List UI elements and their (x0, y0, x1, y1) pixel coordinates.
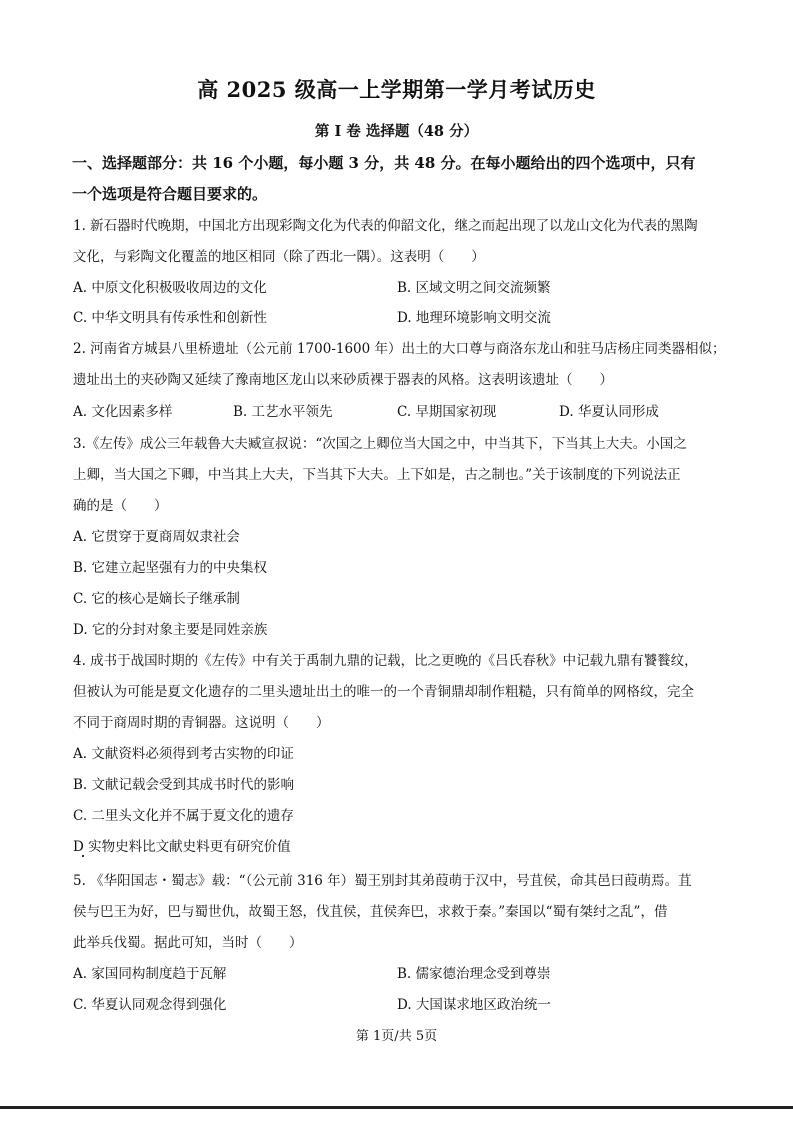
option-c[interactable]: C. 二里头文化并不属于夏文化的遗存 (73, 808, 294, 824)
question-text: 2. 河南省方城县八里桥遗址（公元前 1700-1600 年）出土的大口尊与商洛东龙山和驻马店杨庄同类器相似； (73, 341, 726, 357)
question-text: 确的是（ ） (73, 498, 168, 514)
question-text: 文化，与彩陶文化覆盖的地区相同（除了西北一隅）。这表明（ ） (73, 249, 485, 265)
page-footer: 第 1页/共 5页 (355, 1029, 438, 1044)
bottom-divider (0, 1106, 793, 1109)
option-d[interactable]: D. 它的分封对象主要是同姓亲族 (73, 622, 268, 638)
stray-dot (82, 855, 84, 857)
question-text: 5. 《华阳国志・蜀志》载：“（公元前 316 年）蜀王别封其弟葭萌于汉中，号苴侯，命其邑曰葭萌焉。苴 (73, 873, 692, 889)
option-a[interactable]: A. 它贯穿于夏商周奴隶社会 (73, 529, 240, 545)
option-b[interactable]: B. 区域文明之间交流频繁 (397, 280, 551, 296)
option-b[interactable]: B. 文献记载会受到其成书时代的影响 (73, 777, 295, 793)
option-a[interactable]: A. 文献资料必须得到考古实物的印证 (73, 746, 294, 762)
question-text: 1. 新石器时代晚期，中国北方出现彩陶文化为代表的仰韶文化，继之而起出现了以龙山文化为代表的黑陶 (73, 218, 698, 234)
section-instructions (72, 148, 732, 210)
question-text: 此举兵伐蜀。据此可知，当时（ ） (73, 935, 303, 951)
option-d[interactable]: D. 大国谋求地区政治统一 (397, 997, 551, 1013)
option-b[interactable]: B. 它建立起坚强有力的中央集权 (73, 560, 268, 576)
question-text: 4. 成书于战国时期的《左传》中有关于禹制九鼎的记载，比之更晚的《吕氏春秋》中记载九鼎有饕餮纹， (73, 653, 698, 669)
option-d[interactable]: D. 华夏认同形成 (559, 404, 659, 420)
option-c[interactable]: C. 华夏认同观念得到强化 (73, 997, 227, 1013)
part-heading: 第 I 卷 选择题（48 分） (314, 123, 479, 140)
option-a[interactable]: A. 家国同构制度趋于瓦解 (73, 966, 227, 982)
option-a[interactable]: A. 文化因素多样 (73, 404, 173, 420)
question-text: 但被认为可能是夏文化遗存的二里头遗址出土的唯一的一个青铜鼎却制作粗糙，只有简单的网格纹，完全 (73, 684, 694, 700)
option-c[interactable]: C. 中华文明具有传承性和创新性 (73, 310, 267, 326)
section-line: 一个选项是符合题目要求的。 (72, 185, 268, 203)
option-b[interactable]: B. 儒家德治理念受到尊崇 (397, 966, 551, 982)
option-b[interactable]: B. 工艺水平领先 (233, 404, 333, 420)
option-d[interactable]: D. 地理环境影响文明交流 (397, 310, 551, 326)
exam-title: 高 2025 级高一上学期第一学月考试历史 (197, 77, 596, 102)
question-text: 上卿，当大国之下卿，中当其上大夫，下当其下大夫。上下如是，古之制也。”关于该制度的下列说法正 (73, 467, 681, 483)
option-a[interactable]: A. 中原文化积极吸收周边的文化 (73, 280, 267, 296)
section-line: 一、选择题部分：共 16 个小题，每小题 3 分，共 48 分。在每小题给出的四个选项中，只有 (72, 154, 696, 172)
option-c[interactable]: C. 它的核心是嫡长子继承制 (73, 591, 240, 607)
option-d[interactable]: D 实物史料比文献史料更有研究价值 (73, 839, 291, 855)
question-text: 3.《左传》成公三年载鲁大夫臧宣叔说：“次国之上卿位当大国之中，中当其下，下当其上大夫。小国之 (73, 436, 687, 452)
question-text: 遗址出土的夹砂陶又延续了豫南地区龙山以来砂质裸于器表的风格。这表明该遗址（ ） (73, 372, 613, 388)
option-c[interactable]: C. 早期国家初现 (397, 404, 497, 420)
question-text: 不同于商周时期的青铜器。这说明（ ） (73, 715, 330, 731)
question-text: 侯与巴王为好，巴与蜀世仇，故蜀王怒，伐苴侯，苴侯奔巴，求救于秦。”秦国以“蜀有桀纣之乱”，借 (73, 904, 668, 920)
